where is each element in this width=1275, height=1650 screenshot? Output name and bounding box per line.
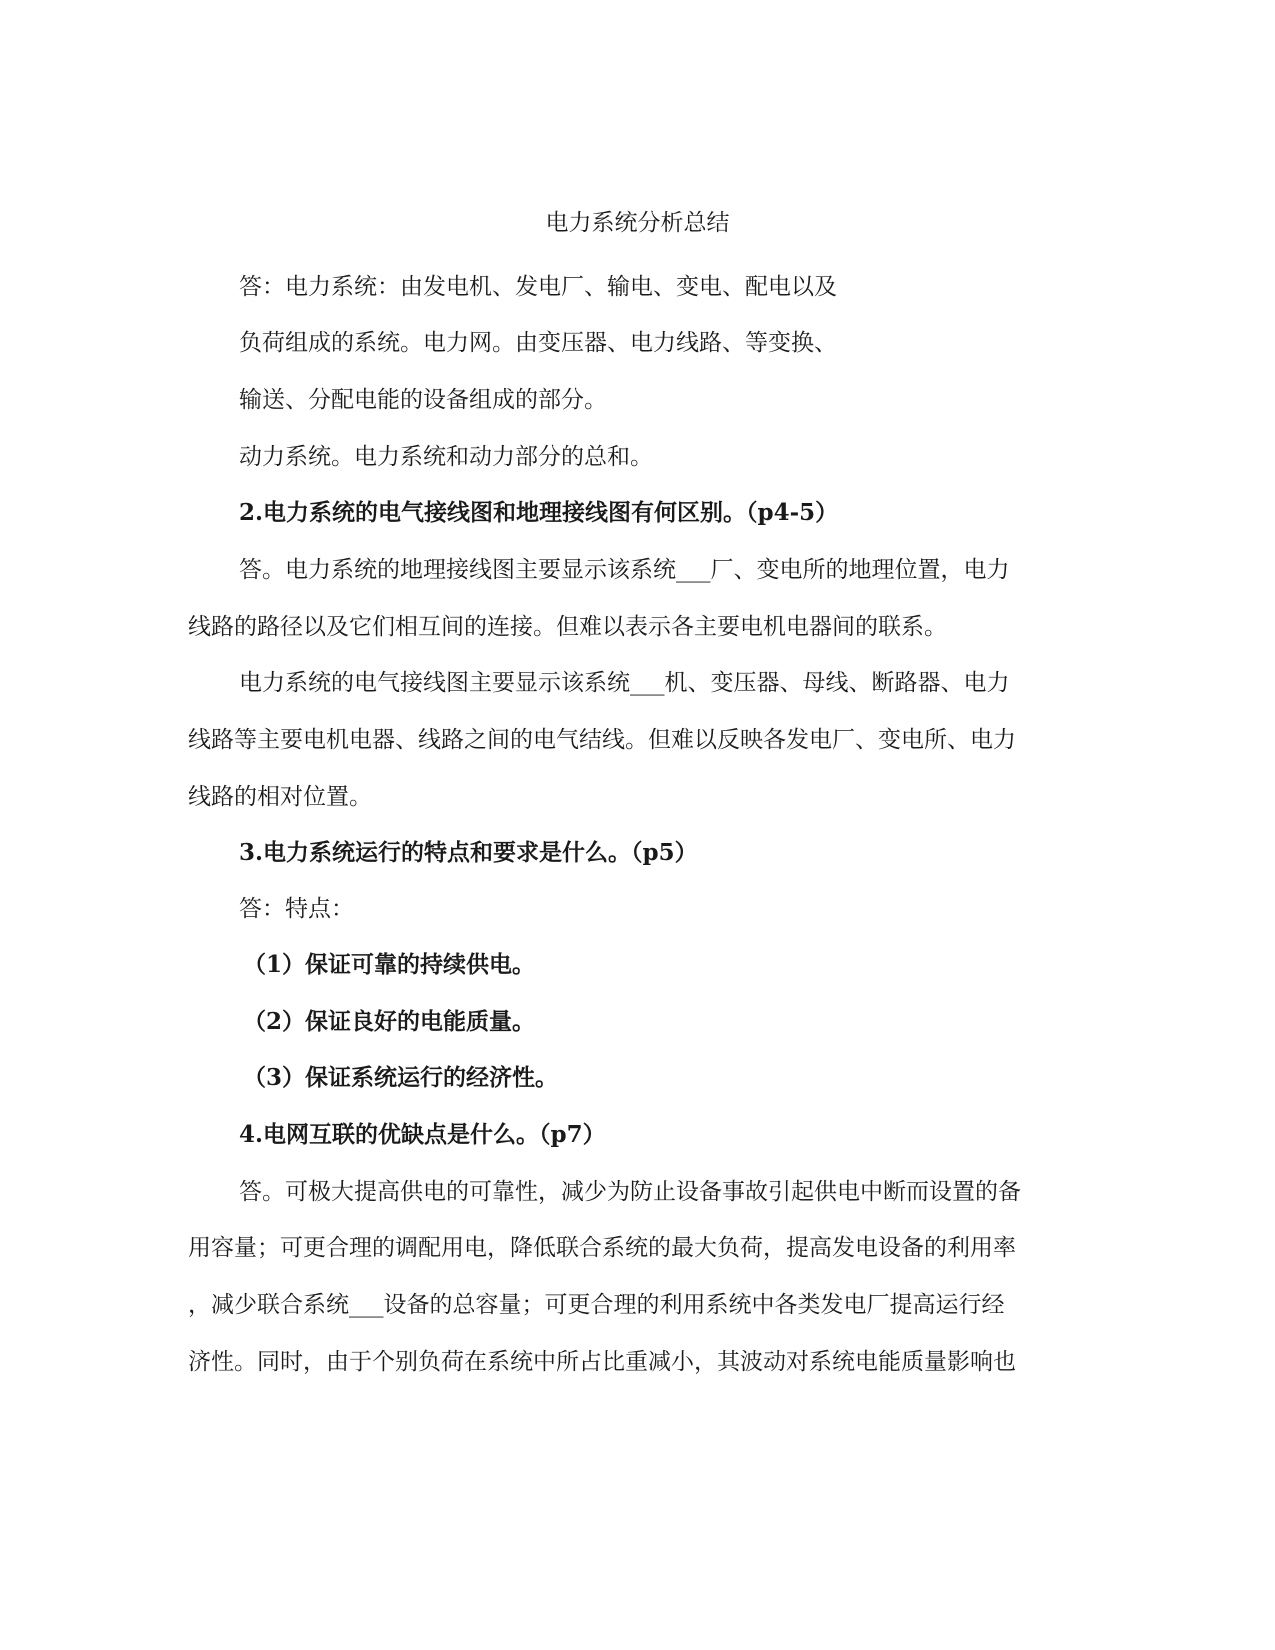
q3-item-2: （2）保证良好的电能质量。 <box>243 1008 536 1035</box>
q3-item-1: （1）保证可靠的持续供电。 <box>243 951 536 978</box>
q3-item-3: （3）保证系统运行的经济性。 <box>243 1064 559 1091</box>
q4-answer-line-2: 用容量；可更合理的调配用电，降低联合系统的最大负荷，提高发电设备的利用率 <box>188 1235 1016 1261</box>
q2-answer-line-5: 线路的相对位置。 <box>188 784 372 810</box>
q4-answer-line-4: 济性。同时，由于个别负荷在系统中所占比重减小，其波动对系统电能质量影响也 <box>188 1349 1016 1375</box>
intro-line-4: 动力系统。电力系统和动力部分的总和。 <box>239 444 653 470</box>
question-2-heading: 2.电力系统的电气接线图和地理接线图有何区别。（p4-5） <box>239 499 839 526</box>
question-4-heading: 4.电网互联的优缺点是什么。（p7） <box>239 1121 606 1148</box>
q3-answer-intro: 答：特点： <box>239 896 354 922</box>
intro-line-3: 输送、分配电能的设备组成的部分。 <box>239 387 607 413</box>
intro-line-2: 负荷组成的系统。电力网。由变压器、电力线路、等变换、 <box>239 330 837 356</box>
q2-answer-line-1: 答。电力系统的地理接线图主要显示该系统___厂、变电所的地理位置，电力 <box>239 557 1010 583</box>
q2-answer-line-3: 电力系统的电气接线图主要显示该系统___机、变压器、母线、断路器、电力 <box>239 670 1010 696</box>
q4-answer-line-1: 答。可极大提高供电的可靠性，减少为防止设备事故引起供电中断而设置的备 <box>239 1179 1021 1205</box>
page-title: 电力系统分析总结 <box>545 210 730 236</box>
q4-answer-line-3: ，减少联合系统___设备的总容量；可更合理的利用系统中各类发电厂提高运行经 <box>188 1292 1005 1318</box>
question-3-heading: 3.电力系统运行的特点和要求是什么。（p5） <box>239 839 698 866</box>
q2-answer-line-4: 线路等主要电机电器、线路之间的电气结线。但难以反映各发电厂、变电所、电力 <box>188 727 1016 753</box>
intro-line-1: 答：电力系统：由发电机、发电厂、输电、变电、配电以及 <box>239 274 837 300</box>
q2-answer-line-2: 线路的路径以及它们相互间的连接。但难以表示各主要电机电器间的联系。 <box>188 614 947 640</box>
